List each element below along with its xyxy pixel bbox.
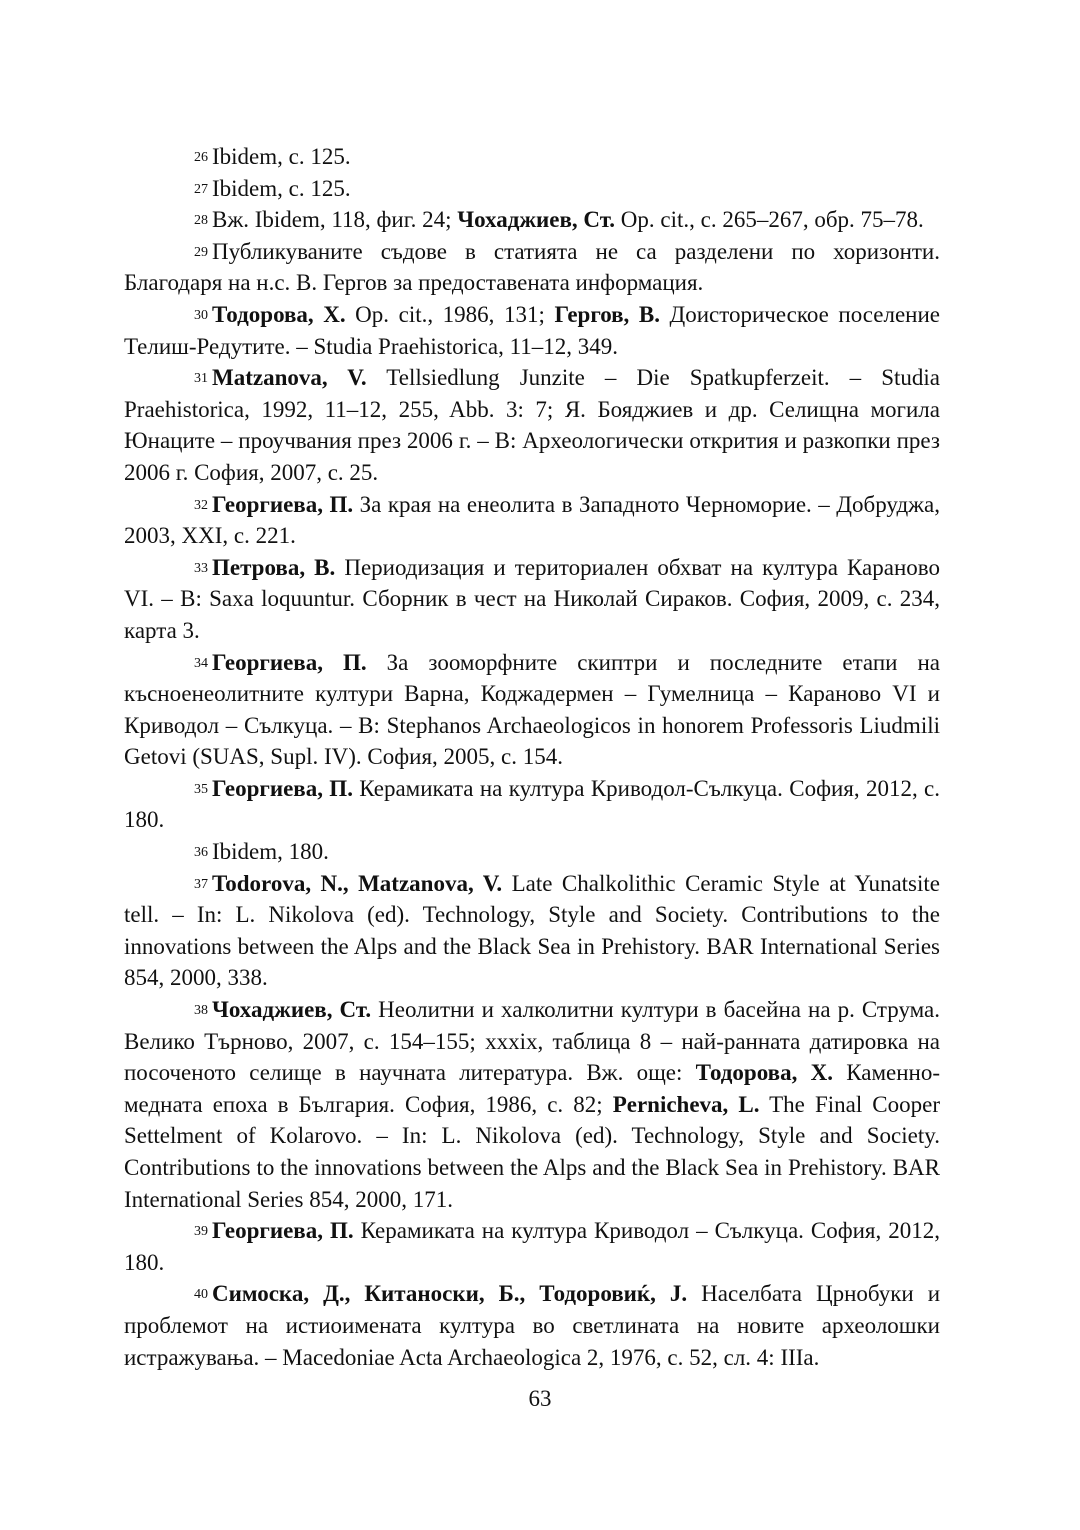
footnote-text: Ibidem, с. 125.	[212, 175, 351, 201]
footnote-author: Чохаджиев, Ст.	[212, 997, 372, 1023]
footnote-number: 35	[194, 781, 208, 797]
footnote-text: Late Chalkolithic Ceramic Style at Yunatsite tell. – In: L. Nikolova (ed). Technology, Style and Society. Contributions to the innovations between the Alps and the Black Sea in Prehistory. BAR International Series 854, 2000, 338.	[124, 870, 940, 991]
footnote-author: Matzanova, V.	[212, 365, 367, 391]
page-number: 63	[528, 1386, 552, 1411]
footnote	[124, 141, 940, 173]
footnote	[124, 647, 940, 773]
footnote	[124, 1215, 940, 1278]
footnote-text: Доисторическое поселение Телиш-Редутите. – Studia Praehistorica, 11–12, 349.	[124, 301, 940, 359]
footnote-number: 27	[194, 181, 208, 197]
footnote-author: Георгиева, П.	[212, 1218, 354, 1244]
footnote-author: Симоска, Д., Китаноски, Б., Тодоровиќ, Ј.	[212, 1281, 688, 1307]
footnote	[124, 868, 940, 994]
footnote-author: Гергов, В.	[554, 301, 660, 327]
footnote	[124, 204, 940, 236]
footnote-author: Pernicheva, L.	[612, 1091, 760, 1117]
footnote-text: Вж. Ibidem, 118, фиг. 24;	[212, 207, 458, 233]
footnote-text: Неолитни и халколитни култури в басейна на р. Струма. Велико Търново, 2007, с. 154–155; xxxix, таблица 8 – най-ранната датировка на посоченото селище в научната литература. Вж. още:	[124, 997, 940, 1086]
footnote	[124, 1278, 940, 1373]
footnote-number: 32	[194, 497, 208, 513]
footnote-text: Каменно-медната епоха в България. София, 1986, с. 82;	[124, 1060, 940, 1117]
footnote-author: Todorova, N., Matzanova, V.	[212, 870, 503, 896]
footnote	[124, 236, 940, 299]
footnote	[124, 836, 940, 868]
footnote	[124, 994, 940, 1215]
footnote-number: 29	[194, 244, 208, 260]
footnote-text: Публикуваните съдове в статията не са разделени по хоризонти. Благодаря на н.с. В. Гергов за предоставената информация.	[124, 238, 940, 296]
footnote-author: Петрова, В.	[212, 554, 336, 580]
footnote	[124, 362, 940, 488]
footnotes-block	[124, 141, 940, 1373]
footnote-number: 33	[194, 560, 208, 576]
footnote-text: За зооморфните скиптри и последните етапи на късноенеолитните култури Варна, Коджадермен – Гумелница – Караново VI и Криводол – Сълкуца. – В: Stephanos Archaeologicos in honorem Professoris Liudmili Getovi (SUAS, Supl. IV). София, 2005, с. 154.	[124, 649, 940, 770]
footnote	[124, 489, 940, 552]
footnote-text: Ibidem, 180.	[212, 839, 329, 865]
footnote-author: Чохаджиев, Ст.	[457, 207, 616, 233]
footnote-number: 39	[194, 1224, 208, 1240]
footnote-text: Периодизация и териториален обхват на култура Караново VI. – В: Saxa loquuntur. Сборник в чест на Николай Сираков. София, 2009, с. 234, карта 3.	[124, 554, 940, 643]
footnote-number: 37	[194, 876, 208, 892]
footnote-number: 34	[194, 655, 208, 671]
footnote-number: 38	[194, 1003, 208, 1019]
footnote	[124, 552, 940, 647]
footnote	[124, 299, 940, 362]
footnote	[124, 173, 940, 205]
footnote-number: 40	[194, 1287, 208, 1303]
footnote-number: 28	[194, 213, 208, 229]
footnote-text: За края на енеолита в Западното Черноморие. – Добруджа, 2003, XXI, с. 221.	[124, 491, 940, 549]
footnote-number: 26	[194, 150, 208, 165]
footnote-text: The Final Cooper Settelment of Kolarovo. – In: L. Nikolova (ed). Technology, Style and Society. Contributions to the innovations between the Alps and the Black Sea in Prehistory. BAR International Series 854, 2000, 171.	[124, 1091, 940, 1212]
footnote-author: Тодорова, Х.	[695, 1060, 833, 1086]
footnote-text: Населбата Црнобуки и проблемот на истиоимената култура во светлината на новите археолошки истражувања. – Macedoniae Acta Archaeologica 2, 1976, с. 52, сл. 4: IIIa.	[124, 1281, 940, 1370]
footnote-text: Tellsiedlung Junzite – Die Spatkupferzeit. – Studia Praehistorica, 1992, 11–12, 255, Abb. 3: 7; Я. Бояджиев и др. Селищна могила Юнаците – проучвания през 2006 г. – В: Археологически открития и разкопки през 2006 г. София, 2007, с. 25.	[124, 365, 940, 485]
footnote-number: 31	[194, 371, 208, 387]
footnote-author: Георгиева, П.	[212, 491, 354, 517]
footnote-number: 30	[194, 307, 208, 323]
footnote-author: Георгиева, П.	[212, 775, 353, 801]
footnote	[124, 773, 940, 836]
footnote-author: Тодорова, Х.	[212, 301, 346, 327]
footnote-text: Op. cit., с. 265–267, обр. 75–78.	[615, 207, 924, 233]
footnote-number: 36	[194, 845, 208, 861]
footnote-text: Керамиката на култура Криводол-Сълкуца. София, 2012, с. 180.	[124, 775, 941, 833]
footnote-text: Керамиката на култура Криводол – Сълкуца. София, 2012, 180.	[124, 1218, 940, 1275]
footnote-text: Op. cit., 1986, 131;	[345, 301, 555, 327]
footnote-text: Ibidem, с. 125.	[212, 144, 351, 169]
footnote-author: Георгиева, П.	[212, 649, 367, 675]
